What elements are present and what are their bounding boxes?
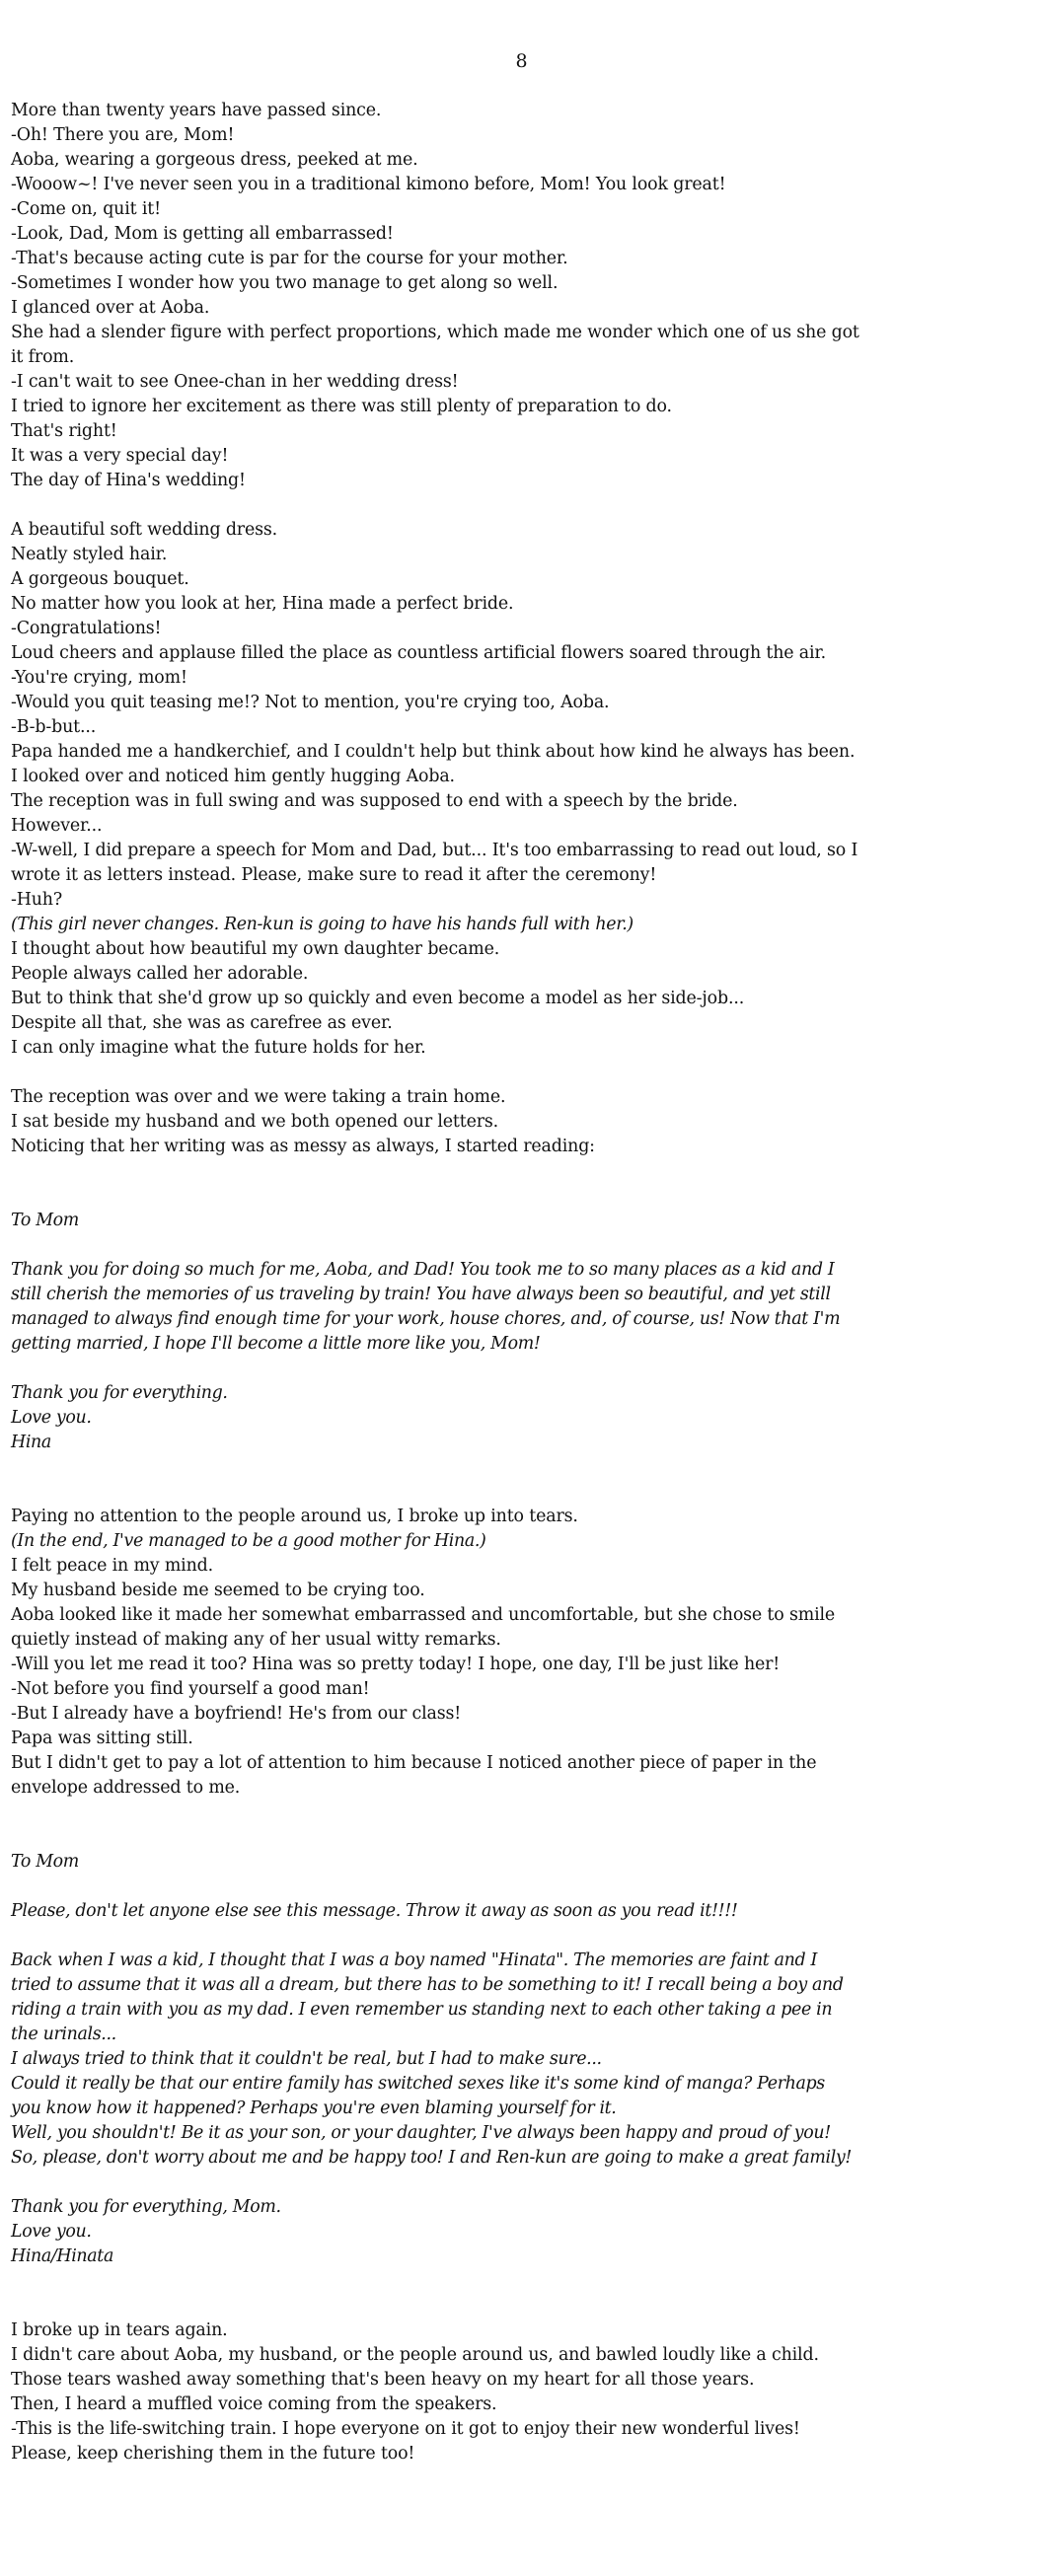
story-text [11, 99, 1042, 2466]
text-line: She had a slender figure with perfect proportions, which made me wonder which one of us she got [11, 323, 859, 342]
italic-text-line: I always tried to think that it couldn't be real, but I had to make sure... [11, 2049, 602, 2069]
text-line: I didn't care about Aoba, my husband, or the people around us, and bawled loudly like a child. [11, 2345, 819, 2365]
text-line: More than twenty years have passed since. [11, 101, 382, 120]
text-line: -Come on, quit it! [11, 199, 161, 219]
text-line: The reception was in full swing and was supposed to end with a speech by the bride. [11, 791, 738, 811]
text-line: Aoba, wearing a gorgeous dress, peeked at me. [11, 150, 418, 170]
text-line: I looked over and noticed him gently hugging Aoba. [11, 767, 455, 786]
text-line: But to think that she'd grow up so quickly and even become a model as her side-job... [11, 989, 745, 1008]
text-line: it from. [11, 347, 75, 367]
text-line: Noticing that her writing was as messy as always, I started reading: [11, 1137, 595, 1156]
text-line: -B-b-but... [11, 717, 97, 737]
italic-text-line: (This girl never changes. Ren-kun is going to have his hands full with her.) [11, 915, 633, 934]
text-line: Paying no attention to the people around us, I broke up into tears. [11, 1507, 578, 1526]
text-line: My husband beside me seemed to be crying too. [11, 1581, 425, 1600]
text-line: I glanced over at Aoba. [11, 298, 210, 318]
blank-line [11, 1061, 1042, 1085]
blank-line [11, 1159, 1042, 1184]
italic-text-line: Could it really be that our entire family has switched sexes like it's some kind of manga? Perhaps [11, 2074, 825, 2094]
italic-text-line: Thank you for everything. [11, 1383, 228, 1403]
text-line: The day of Hina's wedding! [11, 471, 246, 490]
blank-line [11, 1357, 1042, 1381]
italic-text-line: Back when I was a kid, I thought that I was a boy named "Hinata". The memories are faint and I [11, 1950, 817, 1970]
text-line: wrote it as letters instead. Please, make sure to read it after the ceremony! [11, 865, 657, 885]
italic-text-line: Please, don't let anyone else see this message. Throw it away as soon as you read it!!!! [11, 1901, 738, 1921]
text-line: I tried to ignore her excitement as there was still plenty of preparation to do. [11, 397, 672, 416]
blank-line [11, 1801, 1042, 1825]
blank-line [11, 2294, 1042, 2318]
text-line: quietly instead of making any of her usual witty remarks. [11, 1630, 501, 1650]
italic-text-line: To Mom [11, 1211, 79, 1230]
text-line: -Congratulations! [11, 619, 162, 638]
italic-text-line: (In the end, I've managed to be a good mother for Hina.) [11, 1531, 486, 1551]
italic-text-line: Hina/Hinata [11, 2246, 113, 2266]
text-line: Papa handed me a handkerchief, and I couldn't help but think about how kind he always has been. [11, 742, 856, 762]
italic-text-line: riding a train with you as my dad. I even remember us standing next to each other taking a pee in [11, 2000, 833, 2020]
text-line: Loud cheers and applause filled the place as countless artificial flowers soared through the air. [11, 643, 827, 663]
text-line: People always called her adorable. [11, 964, 309, 984]
italic-text-line: Hina [11, 1433, 51, 1452]
blank-line [11, 2269, 1042, 2294]
italic-text-line: Love you. [11, 1408, 92, 1428]
text-line: Then, I heard a muffled voice coming from the speakers. [11, 2394, 497, 2414]
text-line: -Would you quit teasing me!? Not to mention, you're crying too, Aoba. [11, 693, 610, 712]
text-line: I can only imagine what the future holds for her. [11, 1038, 426, 1058]
italic-text-line: getting married, I hope I'll become a little more like you, Mom! [11, 1334, 541, 1354]
italic-text-line: managed to always find enough time for your work, house chores, and, of course, us! Now that I'm [11, 1309, 841, 1329]
text-line: -W-well, I did prepare a speech for Mom and Dad, but... It's too embarrassing to read out loud, so I [11, 841, 858, 860]
blank-line [11, 493, 1042, 518]
text-line: Despite all that, she was as carefree as ever. [11, 1013, 393, 1033]
italic-text-line: still cherish the memories of us traveling by train! You have always been so beautiful, and yet still [11, 1285, 831, 1304]
text-line: Papa was sitting still. [11, 1729, 193, 1748]
blank-line [11, 1480, 1042, 1505]
italic-text-line: the urinals... [11, 2024, 116, 2044]
text-line: -I can't wait to see Onee-chan in her wedding dress! [11, 372, 459, 392]
text-line: Those tears washed away something that's been heavy on my heart for all those years. [11, 2370, 755, 2390]
text-line: No matter how you look at her, Hina made a perfect bride. [11, 594, 514, 614]
text-line: -Not before you find yourself a good man! [11, 1679, 370, 1699]
italic-text-line: So, please, don't worry about me and be happy too! I and Ren-kun are going to make a great family! [11, 2148, 853, 2168]
text-line: A gorgeous bouquet. [11, 569, 189, 589]
italic-text-line: Well, you shouldn't! Be it as your son, or your daughter, I've always been happy and proud of you! [11, 2123, 831, 2143]
text-line: -Huh? [11, 890, 63, 910]
text-line: I felt peace in my mind. [11, 1556, 214, 1576]
italic-text-line: tried to assume that it was all a dream, but there has to be something to it! I recall being a boy and [11, 1975, 844, 1995]
blank-line [11, 1825, 1042, 1850]
text-line: But I didn't get to pay a lot of attention to him because I noticed another piece of paper in the [11, 1753, 817, 1773]
text-line: -Look, Dad, Mom is getting all embarrassed! [11, 224, 394, 244]
text-line: -Oh! There you are, Mom! [11, 125, 235, 145]
text-line: -This is the life-switching train. I hope everyone on it got to enjoy their new wonderful lives! [11, 2419, 800, 2439]
italic-text-line: To Mom [11, 1852, 79, 1872]
text-line: -That's because acting cute is par for the course for your mother. [11, 249, 568, 268]
text-line: I broke up in tears again. [11, 2320, 228, 2340]
text-line: A beautiful soft wedding dress. [11, 520, 278, 540]
text-line: -Will you let me read it too? Hina was so pretty today! I hope, one day, I'll be just like her! [11, 1655, 781, 1674]
text-line: Neatly styled hair. [11, 545, 168, 564]
text-line: -Sometimes I wonder how you two manage to get along so well. [11, 273, 559, 293]
text-line: Please, keep cherishing them in the future too! [11, 2444, 415, 2464]
blank-line [11, 1875, 1042, 1899]
text-line: The reception was over and we were taking a train home. [11, 1087, 506, 1107]
italic-text-line: Thank you for everything, Mom. [11, 2197, 281, 2217]
italic-text-line: Love you. [11, 2222, 92, 2242]
blank-line [11, 1184, 1042, 1209]
text-line: -But I already have a boyfriend! He's from our class! [11, 1704, 462, 1724]
text-line: However... [11, 816, 103, 836]
blank-line [11, 1233, 1042, 1258]
text-line: Aoba looked like it made her somewhat embarrassed and uncomfortable, but she chose to smile [11, 1605, 836, 1625]
italic-text-line: you know how it happened? Perhaps you're even blaming yourself for it. [11, 2098, 617, 2118]
text-line: It was a very special day! [11, 446, 229, 466]
text-line: -Wooow~! I've never seen you in a traditional kimono before, Mom! You look great! [11, 175, 726, 194]
blank-line [11, 1455, 1042, 1480]
italic-text-line: Thank you for doing so much for me, Aoba, and Dad! You took me to so many places as a kid and I [11, 1260, 835, 1280]
blank-line [11, 1924, 1042, 1949]
blank-line [11, 2171, 1042, 2195]
text-line: I sat beside my husband and we both opened our letters. [11, 1112, 499, 1132]
text-line: envelope addressed to me. [11, 1778, 241, 1798]
text-line: I thought about how beautiful my own daughter became. [11, 939, 500, 959]
text-line: -You're crying, mom! [11, 668, 187, 688]
text-line: That's right! [11, 421, 117, 441]
page-number: 8 [515, 50, 528, 72]
